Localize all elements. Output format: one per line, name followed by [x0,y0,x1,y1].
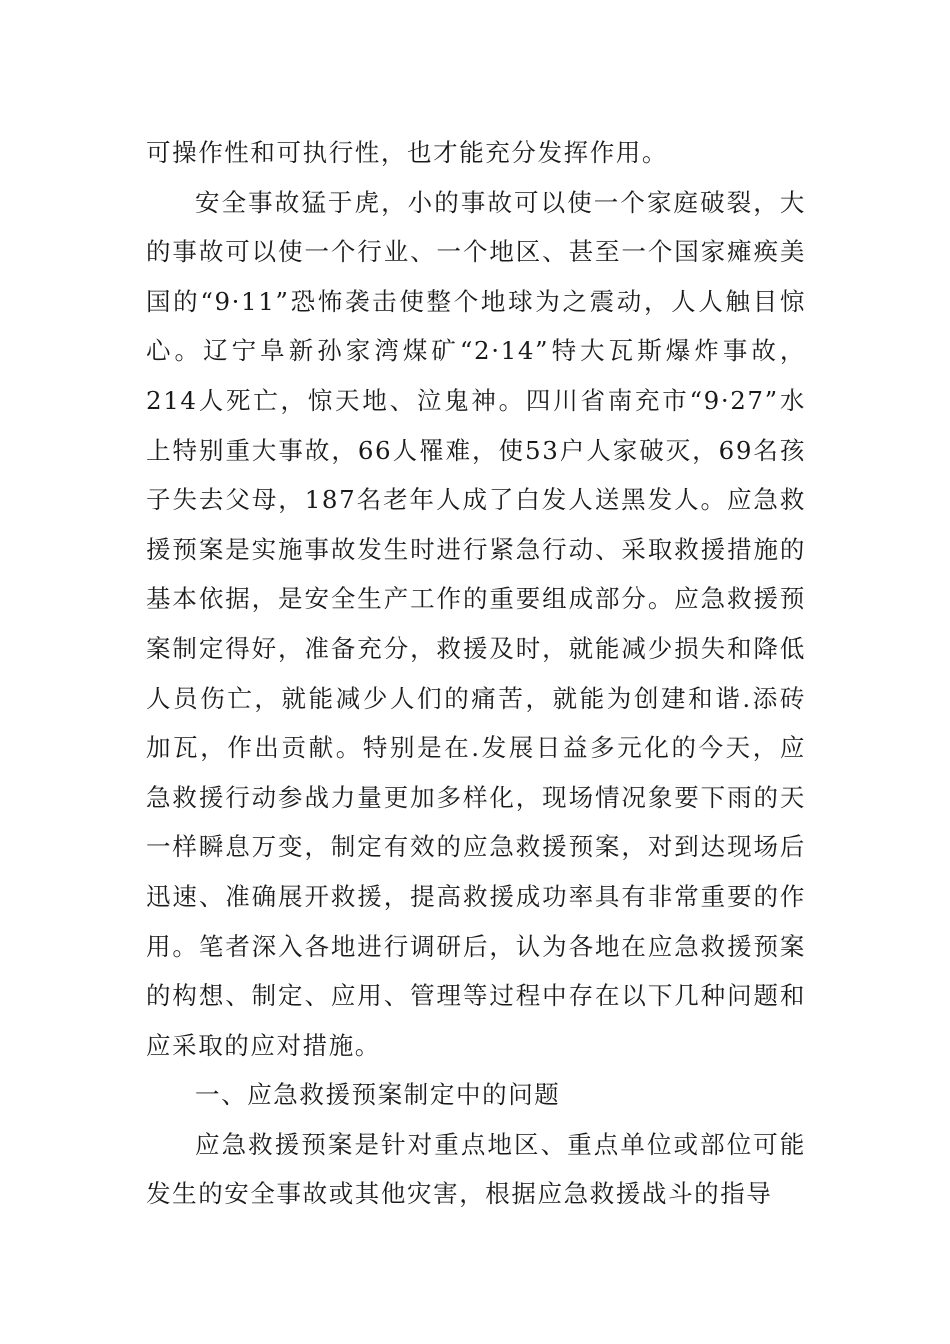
paragraph-plan-definition: 应急救援预案是针对重点地区、重点单位或部位可能发生的安全事故或其他灾害，根据应急救援战斗的指导 [146,1129,806,1209]
paragraph-continuation: 可操作性和可执行性，也才能充分发挥作用。 [146,138,668,167]
section-heading: 一、应急救援预案制定中的问题 [195,1080,561,1110]
paragraph-safety-accidents: 安全事故猛于虎，小的事故可以使一个家庭破裂，大的事故可以使一个行业、一个地区、甚至一个国家瘫痪美国的“9·11”恐怖袭击使整个地球为之震动，人人触目惊心。辽宁阜新孙家湾煤矿“2·14”特大瓦斯爆炸事故，214人死亡，惊天地、泣鬼神。四川省南充市“9·27”水上特别重大事故，66人罹难，使53户人家破灭，69名孩子失去父母，187名老年人成了白发人送黑发人。应急救援预案是实施事故发生时进行紧急行动、采取救援措施的基本依据，是安全生产工作的重要组成部分。应急救援预案制定得好，准备充分，救援及时，就能减少损失和降低人员伤亡，就能减少人们的痛苦，就能为创建和谐.添砖加瓦，作出贡献。特别是在.发展日益多元化的今天，应急救援行动参战力量更加多样化，现场情况象要下雨的天一样瞬息万变，制定有效的应急救援预案，对到达现场后迅速、准确展开救援，提高救援成功率具有非常重要的作用。笔者深入各地进行调研后，认为各地在应急救援预案的构想、制定、应用、管理等过程中存在以下几种问题和应采取的应对措施。 [146,187,806,1060]
document-body [146,128,806,1219]
